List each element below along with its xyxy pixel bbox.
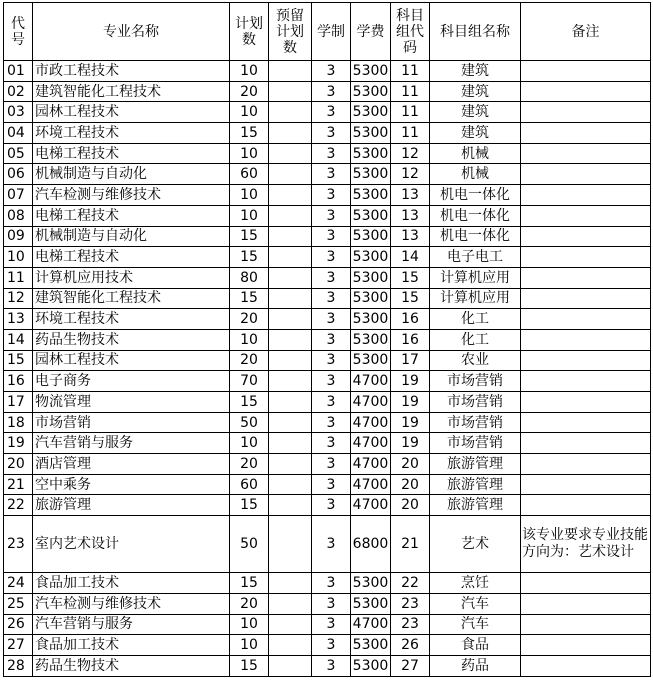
cell-tuition: 4700 <box>351 495 391 516</box>
cell-subject-group-code: 16 <box>391 329 430 350</box>
cell-tuition: 6800 <box>351 516 391 573</box>
cell-code: 12 <box>4 288 33 309</box>
cell-subject-group-code: 11 <box>391 81 430 102</box>
table-row <box>4 164 651 185</box>
table-row <box>4 226 651 247</box>
table-row <box>4 61 651 82</box>
cell-major-name: 环境工程技术 <box>33 309 230 330</box>
cell-reserved-plan <box>269 474 312 495</box>
cell-reserved-plan <box>269 102 312 123</box>
cell-notes <box>521 143 651 164</box>
cell-code: 04 <box>4 123 33 144</box>
cell-plan-count: 10 <box>230 185 269 206</box>
cell-major-name: 汽车营销与服务 <box>33 433 230 454</box>
cell-notes <box>521 61 651 82</box>
cell-code: 01 <box>4 61 33 82</box>
cell-major-name: 建筑智能化工程技术 <box>33 81 230 102</box>
cell-years: 3 <box>312 102 351 123</box>
cell-reserved-plan <box>269 573 312 594</box>
cell-code: 09 <box>4 226 33 247</box>
cell-years: 3 <box>312 392 351 413</box>
cell-subject-group-code: 11 <box>391 61 430 82</box>
cell-code: 21 <box>4 474 33 495</box>
cell-major-name: 食品加工技术 <box>33 635 230 656</box>
cell-reserved-plan <box>269 329 312 350</box>
cell-subject-group-code: 23 <box>391 614 430 635</box>
enrollment-plan-table <box>3 2 651 677</box>
cell-subject-group-name: 市场营销 <box>430 371 521 392</box>
cell-notes <box>521 350 651 371</box>
cell-reserved-plan <box>269 454 312 475</box>
cell-major-name: 市政工程技术 <box>33 61 230 82</box>
cell-notes <box>521 474 651 495</box>
cell-subject-group-name: 建筑 <box>430 81 521 102</box>
cell-code: 17 <box>4 392 33 413</box>
cell-subject-group-name: 建筑 <box>430 61 521 82</box>
cell-notes <box>521 205 651 226</box>
cell-reserved-plan <box>269 516 312 573</box>
cell-years: 3 <box>312 655 351 676</box>
cell-notes <box>521 655 651 676</box>
cell-code: 25 <box>4 593 33 614</box>
table-row <box>4 185 651 206</box>
table-row <box>4 573 651 594</box>
cell-reserved-plan <box>269 164 312 185</box>
cell-major-name: 电梯工程技术 <box>33 247 230 268</box>
cell-code: 28 <box>4 655 33 676</box>
cell-subject-group-code: 13 <box>391 205 430 226</box>
cell-years: 3 <box>312 495 351 516</box>
cell-major-name: 机械制造与自动化 <box>33 226 230 247</box>
cell-reserved-plan <box>269 81 312 102</box>
cell-years: 3 <box>312 329 351 350</box>
cell-subject-group-name: 机械 <box>430 143 521 164</box>
cell-plan-count: 10 <box>230 433 269 454</box>
cell-major-name: 旅游管理 <box>33 495 230 516</box>
cell-years: 3 <box>312 247 351 268</box>
cell-subject-group-name: 化工 <box>430 309 521 330</box>
cell-reserved-plan <box>269 226 312 247</box>
cell-years: 3 <box>312 350 351 371</box>
cell-notes <box>521 412 651 433</box>
table-row <box>4 433 651 454</box>
cell-subject-group-code: 20 <box>391 495 430 516</box>
cell-major-name: 空中乘务 <box>33 474 230 495</box>
cell-notes <box>521 329 651 350</box>
cell-plan-count: 15 <box>230 123 269 144</box>
cell-years: 3 <box>312 371 351 392</box>
table-row <box>4 474 651 495</box>
header-subject-group-name: 科目组名称 <box>430 3 521 61</box>
cell-code: 27 <box>4 635 33 656</box>
cell-tuition: 4700 <box>351 474 391 495</box>
table-row <box>4 309 651 330</box>
enrollment-plan-table-container <box>3 2 651 677</box>
cell-notes <box>521 371 651 392</box>
cell-code: 16 <box>4 371 33 392</box>
table-row <box>4 205 651 226</box>
header-notes: 备注 <box>521 3 651 61</box>
cell-subject-group-name: 建筑 <box>430 102 521 123</box>
cell-subject-group-code: 22 <box>391 573 430 594</box>
cell-notes: 该专业要求专业技能方向为：艺术设计 <box>521 516 651 573</box>
cell-code: 26 <box>4 614 33 635</box>
header-plan-count: 计划数 <box>230 3 269 61</box>
cell-reserved-plan <box>269 655 312 676</box>
cell-plan-count: 15 <box>230 573 269 594</box>
cell-tuition: 5300 <box>351 329 391 350</box>
cell-reserved-plan <box>269 143 312 164</box>
cell-notes <box>521 288 651 309</box>
cell-major-name: 环境工程技术 <box>33 123 230 144</box>
cell-tuition: 5300 <box>351 593 391 614</box>
table-row <box>4 102 651 123</box>
cell-years: 3 <box>312 226 351 247</box>
cell-reserved-plan <box>269 433 312 454</box>
cell-plan-count: 15 <box>230 247 269 268</box>
cell-years: 3 <box>312 143 351 164</box>
table-row <box>4 655 651 676</box>
cell-subject-group-code: 19 <box>391 392 430 413</box>
cell-tuition: 5300 <box>351 185 391 206</box>
cell-tuition: 4700 <box>351 392 391 413</box>
cell-reserved-plan <box>269 392 312 413</box>
cell-major-name: 药品生物技术 <box>33 655 230 676</box>
cell-subject-group-code: 19 <box>391 433 430 454</box>
cell-tuition: 5300 <box>351 61 391 82</box>
cell-subject-group-name: 市场营销 <box>430 412 521 433</box>
cell-reserved-plan <box>269 205 312 226</box>
cell-notes <box>521 185 651 206</box>
cell-notes <box>521 573 651 594</box>
cell-major-name: 汽车营销与服务 <box>33 614 230 635</box>
cell-subject-group-code: 19 <box>391 371 430 392</box>
cell-major-name: 食品加工技术 <box>33 573 230 594</box>
cell-subject-group-code: 23 <box>391 593 430 614</box>
cell-years: 3 <box>312 267 351 288</box>
cell-subject-group-name: 旅游管理 <box>430 474 521 495</box>
cell-subject-group-name: 机械 <box>430 164 521 185</box>
cell-subject-group-name: 药品 <box>430 655 521 676</box>
cell-subject-group-name: 化工 <box>430 329 521 350</box>
cell-notes <box>521 635 651 656</box>
cell-major-name: 汽车检测与维修技术 <box>33 185 230 206</box>
cell-major-name: 电子商务 <box>33 371 230 392</box>
cell-notes <box>521 614 651 635</box>
cell-tuition: 5300 <box>351 205 391 226</box>
cell-tuition: 5300 <box>351 350 391 371</box>
cell-tuition: 5300 <box>351 143 391 164</box>
cell-tuition: 5300 <box>351 635 391 656</box>
cell-plan-count: 80 <box>230 267 269 288</box>
cell-code: 19 <box>4 433 33 454</box>
cell-code: 08 <box>4 205 33 226</box>
cell-tuition: 4700 <box>351 614 391 635</box>
cell-years: 3 <box>312 573 351 594</box>
cell-plan-count: 60 <box>230 164 269 185</box>
cell-reserved-plan <box>269 614 312 635</box>
cell-tuition: 5300 <box>351 247 391 268</box>
cell-subject-group-code: 15 <box>391 267 430 288</box>
cell-years: 3 <box>312 309 351 330</box>
cell-subject-group-code: 20 <box>391 474 430 495</box>
table-row <box>4 350 651 371</box>
table-row <box>4 247 651 268</box>
cell-subject-group-code: 13 <box>391 185 430 206</box>
cell-code: 15 <box>4 350 33 371</box>
cell-notes <box>521 164 651 185</box>
table-row <box>4 635 651 656</box>
cell-major-name: 机械制造与自动化 <box>33 164 230 185</box>
cell-tuition: 5300 <box>351 309 391 330</box>
cell-reserved-plan <box>269 288 312 309</box>
cell-subject-group-name: 艺术 <box>430 516 521 573</box>
cell-plan-count: 15 <box>230 655 269 676</box>
header-reserved-plan: 预留计划数 <box>269 3 312 61</box>
cell-years: 3 <box>312 516 351 573</box>
cell-notes <box>521 593 651 614</box>
cell-notes <box>521 247 651 268</box>
cell-plan-count: 20 <box>230 454 269 475</box>
header-years: 学制 <box>312 3 351 61</box>
cell-plan-count: 10 <box>230 205 269 226</box>
cell-tuition: 5300 <box>351 102 391 123</box>
cell-plan-count: 15 <box>230 392 269 413</box>
cell-years: 3 <box>312 593 351 614</box>
cell-subject-group-name: 机电一体化 <box>430 205 521 226</box>
cell-major-name: 电梯工程技术 <box>33 205 230 226</box>
cell-subject-group-code: 12 <box>391 143 430 164</box>
cell-code: 18 <box>4 412 33 433</box>
cell-code: 14 <box>4 329 33 350</box>
cell-code: 20 <box>4 454 33 475</box>
cell-subject-group-name: 计算机应用 <box>430 288 521 309</box>
cell-notes <box>521 392 651 413</box>
cell-code: 10 <box>4 247 33 268</box>
cell-tuition: 4700 <box>351 371 391 392</box>
cell-subject-group-name: 农业 <box>430 350 521 371</box>
cell-tuition: 5300 <box>351 123 391 144</box>
cell-subject-group-name: 计算机应用 <box>430 267 521 288</box>
cell-major-name: 药品生物技术 <box>33 329 230 350</box>
cell-reserved-plan <box>269 267 312 288</box>
table-row <box>4 614 651 635</box>
cell-plan-count: 70 <box>230 371 269 392</box>
cell-plan-count: 60 <box>230 474 269 495</box>
cell-subject-group-name: 旅游管理 <box>430 495 521 516</box>
cell-years: 3 <box>312 185 351 206</box>
table-row <box>4 143 651 164</box>
cell-major-name: 建筑智能化工程技术 <box>33 288 230 309</box>
cell-reserved-plan <box>269 371 312 392</box>
cell-years: 3 <box>312 474 351 495</box>
cell-subject-group-code: 21 <box>391 516 430 573</box>
cell-subject-group-code: 12 <box>391 164 430 185</box>
cell-plan-count: 15 <box>230 226 269 247</box>
cell-major-name: 园林工程技术 <box>33 102 230 123</box>
cell-notes <box>521 81 651 102</box>
cell-code: 13 <box>4 309 33 330</box>
cell-notes <box>521 433 651 454</box>
cell-code: 24 <box>4 573 33 594</box>
table-row <box>4 267 651 288</box>
cell-reserved-plan <box>269 350 312 371</box>
table-row <box>4 412 651 433</box>
header-major-name: 专业名称 <box>33 3 230 61</box>
table-row <box>4 495 651 516</box>
cell-reserved-plan <box>269 185 312 206</box>
cell-subject-group-name: 建筑 <box>430 123 521 144</box>
cell-notes <box>521 309 651 330</box>
cell-years: 3 <box>312 433 351 454</box>
cell-subject-group-name: 食品 <box>430 635 521 656</box>
cell-subject-group-code: 13 <box>391 226 430 247</box>
cell-years: 3 <box>312 123 351 144</box>
cell-subject-group-code: 19 <box>391 412 430 433</box>
cell-plan-count: 10 <box>230 102 269 123</box>
cell-plan-count: 10 <box>230 635 269 656</box>
cell-notes <box>521 454 651 475</box>
cell-plan-count: 10 <box>230 614 269 635</box>
cell-subject-group-code: 17 <box>391 350 430 371</box>
cell-plan-count: 20 <box>230 593 269 614</box>
header-code: 代号 <box>4 3 33 61</box>
cell-tuition: 5300 <box>351 226 391 247</box>
table-row <box>4 81 651 102</box>
cell-years: 3 <box>312 635 351 656</box>
cell-plan-count: 50 <box>230 516 269 573</box>
cell-subject-group-code: 20 <box>391 454 430 475</box>
table-row <box>4 392 651 413</box>
cell-plan-count: 20 <box>230 350 269 371</box>
cell-notes <box>521 495 651 516</box>
header-subject-group-code: 科目组代码 <box>391 3 430 61</box>
cell-plan-count: 20 <box>230 81 269 102</box>
cell-code: 11 <box>4 267 33 288</box>
cell-years: 3 <box>312 288 351 309</box>
cell-subject-group-code: 15 <box>391 288 430 309</box>
cell-major-name: 汽车检测与维修技术 <box>33 593 230 614</box>
cell-subject-group-name: 市场营销 <box>430 433 521 454</box>
cell-code: 03 <box>4 102 33 123</box>
cell-subject-group-code: 11 <box>391 123 430 144</box>
cell-notes <box>521 102 651 123</box>
cell-plan-count: 10 <box>230 61 269 82</box>
cell-plan-count: 10 <box>230 143 269 164</box>
cell-major-name: 酒店管理 <box>33 454 230 475</box>
cell-major-name: 室内艺术设计 <box>33 516 230 573</box>
cell-major-name: 物流管理 <box>33 392 230 413</box>
cell-tuition: 5300 <box>351 655 391 676</box>
cell-reserved-plan <box>269 412 312 433</box>
header-tuition: 学费 <box>351 3 391 61</box>
cell-code: 06 <box>4 164 33 185</box>
cell-reserved-plan <box>269 495 312 516</box>
cell-plan-count: 20 <box>230 309 269 330</box>
cell-notes <box>521 226 651 247</box>
cell-subject-group-name: 旅游管理 <box>430 454 521 475</box>
cell-years: 3 <box>312 205 351 226</box>
cell-years: 3 <box>312 81 351 102</box>
cell-years: 3 <box>312 164 351 185</box>
cell-subject-group-name: 电子电工 <box>430 247 521 268</box>
cell-tuition: 5300 <box>351 81 391 102</box>
cell-notes <box>521 267 651 288</box>
cell-reserved-plan <box>269 309 312 330</box>
cell-reserved-plan <box>269 635 312 656</box>
cell-subject-group-code: 11 <box>391 102 430 123</box>
cell-major-name: 园林工程技术 <box>33 350 230 371</box>
cell-code: 05 <box>4 143 33 164</box>
cell-plan-count: 10 <box>230 329 269 350</box>
cell-subject-group-code: 16 <box>391 309 430 330</box>
cell-subject-group-name: 机电一体化 <box>430 185 521 206</box>
cell-subject-group-name: 汽车 <box>430 593 521 614</box>
cell-notes <box>521 123 651 144</box>
cell-plan-count: 15 <box>230 495 269 516</box>
cell-years: 3 <box>312 614 351 635</box>
cell-years: 3 <box>312 454 351 475</box>
table-row <box>4 371 651 392</box>
cell-tuition: 5300 <box>351 288 391 309</box>
cell-major-name: 电梯工程技术 <box>33 143 230 164</box>
table-header <box>4 3 651 61</box>
table-row <box>4 329 651 350</box>
cell-years: 3 <box>312 412 351 433</box>
table-row <box>4 516 651 573</box>
cell-reserved-plan <box>269 593 312 614</box>
cell-subject-group-name: 机电一体化 <box>430 226 521 247</box>
header-row <box>4 3 651 61</box>
cell-major-name: 市场营销 <box>33 412 230 433</box>
cell-tuition: 5300 <box>351 267 391 288</box>
cell-code: 22 <box>4 495 33 516</box>
cell-subject-group-name: 汽车 <box>430 614 521 635</box>
cell-code: 23 <box>4 516 33 573</box>
cell-tuition: 4700 <box>351 454 391 475</box>
cell-major-name: 计算机应用技术 <box>33 267 230 288</box>
cell-plan-count: 15 <box>230 288 269 309</box>
cell-subject-group-code: 27 <box>391 655 430 676</box>
cell-tuition: 5300 <box>351 573 391 594</box>
table-row <box>4 454 651 475</box>
cell-subject-group-code: 14 <box>391 247 430 268</box>
cell-subject-group-name: 市场营销 <box>430 392 521 413</box>
table-body <box>4 61 651 677</box>
cell-subject-group-code: 26 <box>391 635 430 656</box>
cell-subject-group-name: 烹饪 <box>430 573 521 594</box>
cell-tuition: 4700 <box>351 433 391 454</box>
cell-code: 02 <box>4 81 33 102</box>
cell-years: 3 <box>312 61 351 82</box>
table-row <box>4 123 651 144</box>
cell-tuition: 5300 <box>351 164 391 185</box>
cell-reserved-plan <box>269 123 312 144</box>
table-row <box>4 288 651 309</box>
cell-tuition: 4700 <box>351 412 391 433</box>
cell-reserved-plan <box>269 61 312 82</box>
table-row <box>4 593 651 614</box>
cell-reserved-plan <box>269 247 312 268</box>
cell-plan-count: 50 <box>230 412 269 433</box>
cell-code: 07 <box>4 185 33 206</box>
